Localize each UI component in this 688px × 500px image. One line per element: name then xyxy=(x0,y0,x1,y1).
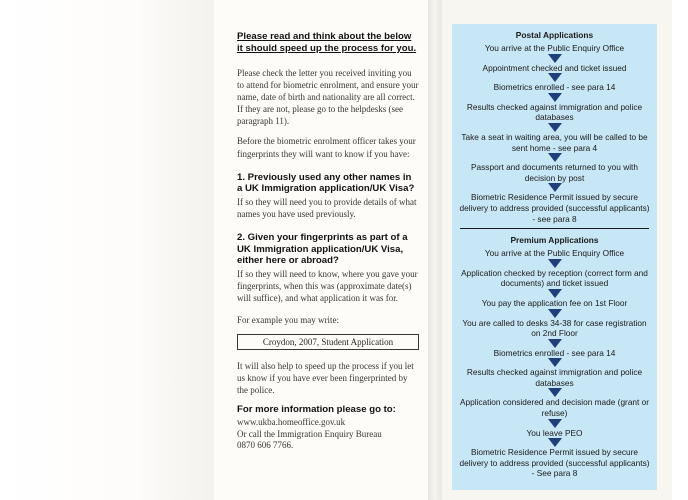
premium-step: You arrive at the Public Enquiry Office xyxy=(484,248,625,259)
intro-paragraph-fingerprints: Before the biometric enrolment officer takes your fingerprints they will want to know if you have: xyxy=(237,136,416,159)
down-arrow-icon xyxy=(548,309,562,318)
question-1-body: If so they will need you to provide details of what names you have used previously. xyxy=(237,196,417,219)
premium-step: You are called to desks 34-38 for case registration on 2nd Floor xyxy=(462,317,647,339)
premium-step: Biometric Residence Permit issued by secure delivery to address provided (successful applicants) - See para 8 xyxy=(459,447,650,479)
postal-step: Results checked against immigration and police databases xyxy=(466,101,643,123)
premium-step: Application considered and decision made (grant or refuse) xyxy=(459,397,650,419)
question-2-heading: 2. Given your fingerprints as part of a UK Immigration application/UK Visa, either here or abroad? xyxy=(237,232,408,267)
postal-applications-title: Postal Applications xyxy=(515,30,594,40)
postal-step: Take a seat in waiting area, you will be called to be sent home - see para 4 xyxy=(461,131,648,153)
scan-edge xyxy=(672,0,688,500)
postal-step: Biometrics enrolled - see para 14 xyxy=(493,82,616,93)
down-arrow-icon xyxy=(548,438,562,447)
postal-step: You arrive at the Public Enquiry Office xyxy=(484,43,625,53)
intro-heading: Please read and think about the below it should speed up the process for you. xyxy=(237,31,417,54)
process-flowchart xyxy=(452,24,657,490)
section-divider xyxy=(460,228,649,229)
enquiry-bureau-line: Or call the Immigration Enquiry Bureau xyxy=(237,428,382,439)
down-arrow-icon xyxy=(548,183,562,192)
example-box: Croydon, 2007, Student Application xyxy=(237,334,419,350)
more-info-heading: For more information please go to: xyxy=(237,404,396,416)
website-link[interactable]: www.ukba.homeoffice.gov.uk xyxy=(237,417,346,428)
postal-step: Passport and documents returned to you with decision by post xyxy=(471,162,638,183)
down-arrow-icon xyxy=(548,54,562,63)
down-arrow-icon xyxy=(548,388,562,397)
premium-step: You pay the application fee on 1st Floor xyxy=(481,297,628,308)
postal-step: Biometric Residence Permit issued by secure delivery to address provided (successful applicants) - see para 8 xyxy=(459,192,650,224)
premium-step: Results checked against immigration and police databases xyxy=(466,367,643,388)
leaflet-fold xyxy=(428,0,442,500)
phone-number: 0870 606 7766. xyxy=(237,440,294,451)
scanned-page-left-margin xyxy=(0,0,214,500)
example-label: For example you may write: xyxy=(237,315,339,326)
down-arrow-icon xyxy=(548,123,562,132)
down-arrow-icon xyxy=(548,259,562,268)
intro-paragraph-check-letter: Please check the letter you received inviting you to attend for biometric enrolment, and ensure your name, date of birth and nationality are all correct. If they are not, please go to the helpdesks (see paragraph 11). xyxy=(237,68,419,127)
down-arrow-icon xyxy=(548,93,562,102)
premium-step: Application checked by reception (correct form and documents) and ticket issued xyxy=(461,267,648,289)
instructions-column xyxy=(237,31,419,452)
down-arrow-icon xyxy=(548,339,562,348)
down-arrow-icon xyxy=(548,289,562,298)
question-1-heading: 1. Previously used any other names in a UK Immigration application/UK Visa? xyxy=(237,171,415,195)
down-arrow-icon xyxy=(548,73,562,82)
postal-step: Appointment checked and ticket issued xyxy=(482,62,627,73)
down-arrow-icon xyxy=(548,419,562,428)
premium-step: Biometrics enrolled - see para 14 xyxy=(493,347,616,358)
down-arrow-icon xyxy=(548,358,562,367)
premium-applications-title: Premium Applications xyxy=(510,235,599,246)
premium-step: You leave PEO xyxy=(526,427,583,438)
example-followup: It will also help to speed up the process if you let us know if you have ever been fingerprinted by the police. xyxy=(237,361,414,396)
down-arrow-icon xyxy=(548,153,562,162)
question-2-body: If so they will need to know, where you gave your fingerprints, when this was (approximate date(s) will suffice), and what application it was for. xyxy=(237,268,418,303)
